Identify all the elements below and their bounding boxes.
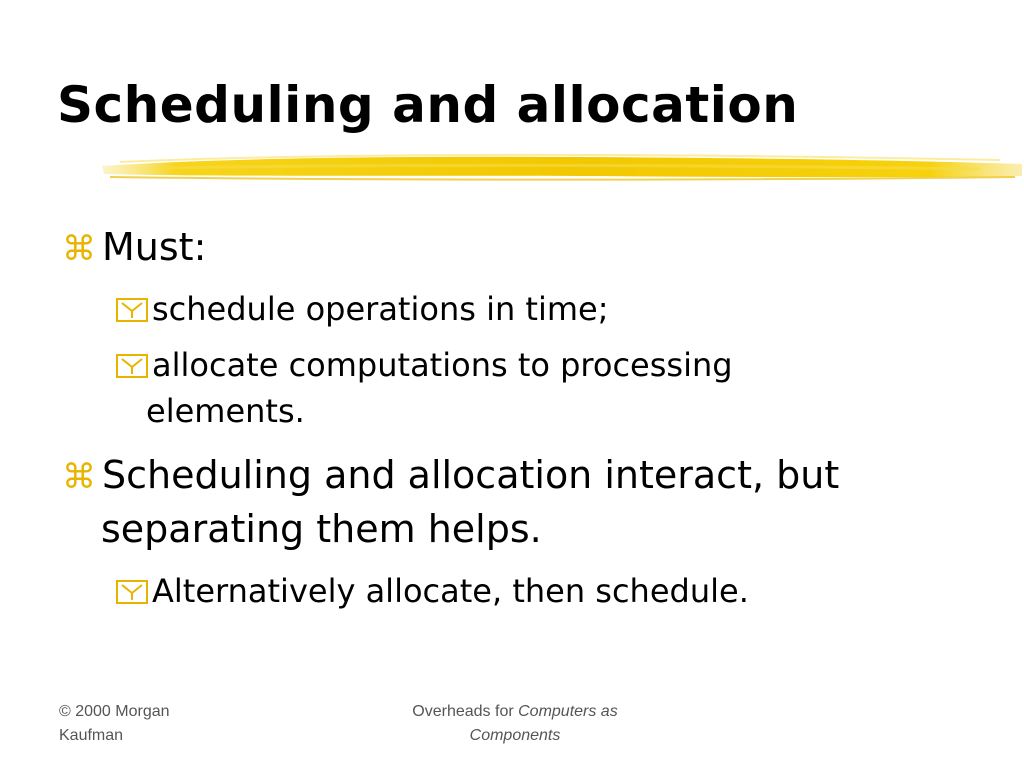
footer-copyright-line1: © 2000 Morgan [59,703,170,720]
footer-prefix: Overheads for [412,703,519,720]
bullet-text: allocate computations to processing [152,346,733,384]
bullet-text: Scheduling and allocation interact, but [102,453,840,497]
footer-book-title-part2: Components [469,727,561,744]
bullet-item-must [62,222,922,274]
footer-copyright-line2: Kaufman [59,727,124,744]
bullet-text: schedule operations in time; [152,290,609,328]
footer-book-title-part1: Computers as [518,703,618,720]
checkbox-y-icon [116,298,148,322]
checkbox-y-icon [116,580,148,604]
footer-copyright [59,700,279,748]
bullet-text: Alternatively allocate, then schedule. [152,572,749,610]
checkbox-y-icon [116,354,148,378]
highlighter-stroke [100,150,1024,186]
footer-course-title-line1 [370,700,660,724]
bullet-text: Must: [102,225,207,269]
bullet-text-continued: separating them helps. [101,507,542,551]
bullet-item-interact-continued [101,504,961,554]
slide-title: Scheduling and allocation [57,76,799,134]
sub-bullet-allocate-continued [146,388,866,434]
bullet-item-interact [62,450,922,502]
command-bullet-icon: ⌘ [62,457,96,497]
footer-course-title [370,700,660,748]
bullet-text-continued: elements. [146,392,305,430]
command-bullet-icon: ⌘ [62,229,96,269]
